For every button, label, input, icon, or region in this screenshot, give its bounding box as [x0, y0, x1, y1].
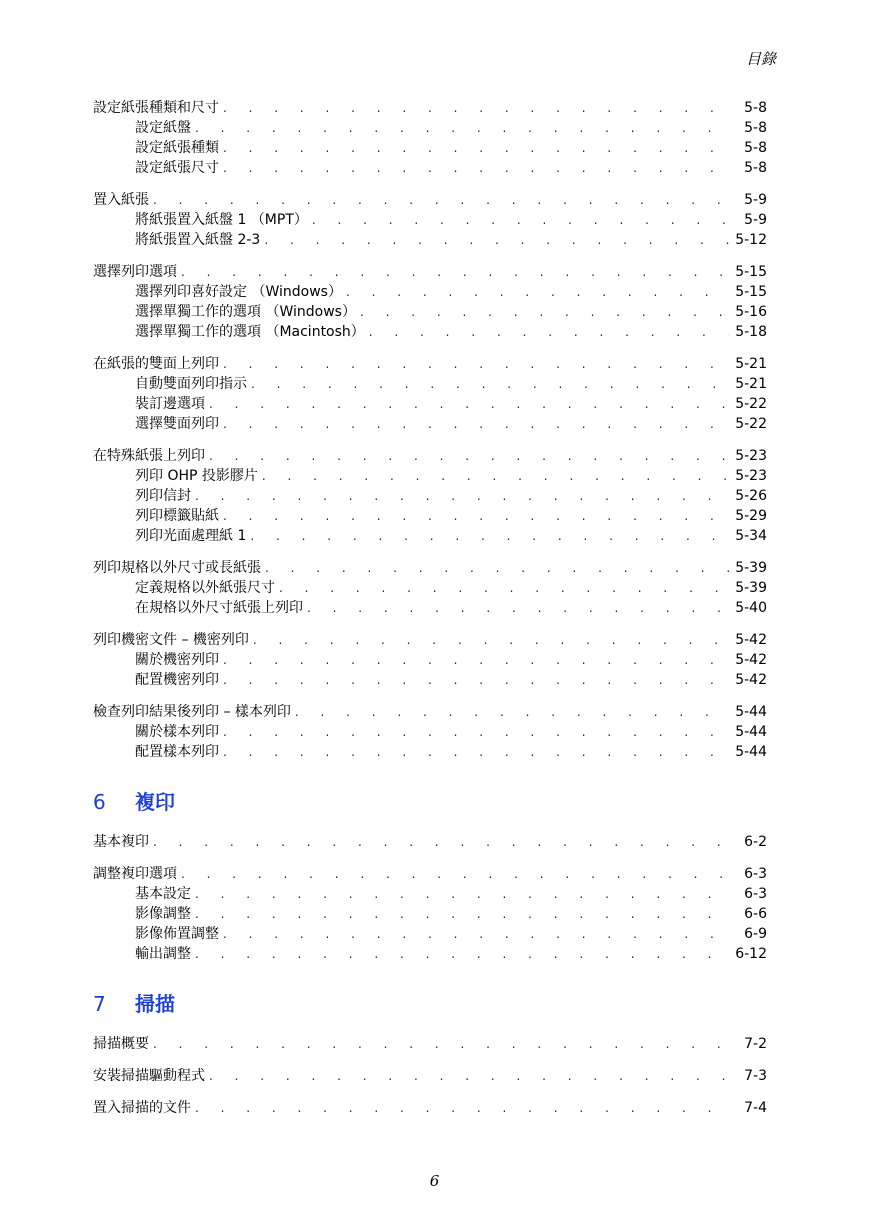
dot-leader — [181, 864, 729, 884]
toc-section — [93, 1034, 767, 1054]
toc-page-number: 5-42 — [735, 632, 767, 648]
dot-leader — [250, 526, 729, 546]
toc-entry[interactable] — [93, 702, 767, 722]
toc-subentry[interactable] — [93, 282, 767, 302]
chapter-heading-6[interactable] — [93, 788, 767, 816]
toc-page-number: 5-15 — [735, 264, 767, 280]
toc-page-number: 5-34 — [735, 528, 767, 544]
toc-entry-title: 將紙張置入紙盤 1 （MPT） — [135, 212, 308, 228]
dot-leader — [195, 944, 729, 964]
toc-subentry[interactable] — [93, 884, 767, 904]
toc-entry-title: 選擇單獨工作的選項 （Macintosh） — [135, 324, 365, 340]
toc-entry-title: 選擇列印選項 — [93, 264, 177, 280]
toc-section — [93, 864, 767, 964]
toc-page-number: 7-4 — [744, 1100, 767, 1116]
toc-entry-title: 關於機密列印 — [135, 652, 219, 668]
toc-entry[interactable] — [93, 864, 767, 884]
toc-subentry[interactable] — [93, 414, 767, 434]
dot-leader — [360, 302, 729, 322]
toc-section — [93, 832, 767, 852]
toc-page-number: 5-22 — [735, 416, 767, 432]
toc-page-number: 5-15 — [735, 284, 767, 300]
dot-leader — [264, 230, 729, 250]
toc-entry-title: 裝訂邊選項 — [135, 396, 205, 412]
toc-page-number: 5-21 — [735, 356, 767, 372]
toc-subentry[interactable] — [93, 138, 767, 158]
toc-subentry[interactable] — [93, 210, 767, 230]
toc-entry[interactable] — [93, 354, 767, 374]
toc-entry-title: 選擇單獨工作的選項 （Windows） — [135, 304, 356, 320]
chapter-title: 掃描 — [135, 992, 175, 1016]
toc-page-number: 5-44 — [735, 704, 767, 720]
toc-subentry[interactable] — [93, 670, 767, 690]
toc-section — [93, 702, 767, 762]
toc-subentry[interactable] — [93, 944, 767, 964]
toc-entry[interactable] — [93, 446, 767, 466]
toc-entry-title: 列印機密文件 – 機密列印 — [93, 632, 249, 648]
toc-subentry[interactable] — [93, 904, 767, 924]
dot-leader — [209, 1066, 729, 1086]
dot-leader — [223, 158, 729, 178]
toc-page-number: 5-42 — [735, 672, 767, 688]
toc-entry[interactable] — [93, 630, 767, 650]
toc-page-number: 5-12 — [735, 232, 767, 248]
toc-entry-title: 影像調整 — [135, 906, 191, 922]
dot-leader — [209, 394, 729, 414]
dot-leader — [223, 924, 729, 944]
toc-entry-title: 掃描概要 — [93, 1036, 149, 1052]
toc-entry-title: 檢查列印結果後列印 – 樣本列印 — [93, 704, 291, 720]
toc-entry-title: 基本複印 — [93, 834, 149, 850]
dot-leader — [295, 702, 729, 722]
toc-entry[interactable] — [93, 1098, 767, 1118]
toc-page-number: 5-18 — [735, 324, 767, 340]
toc-entry-title: 影像佈置調整 — [135, 926, 219, 942]
dot-leader — [251, 374, 729, 394]
toc-page-number: 6-9 — [744, 926, 767, 942]
dot-leader — [195, 1098, 729, 1118]
toc-page-number: 5-8 — [744, 160, 767, 176]
toc-entry-title: 列印 OHP 投影膠片 — [135, 468, 258, 484]
toc-entry-title: 在規格以外尺寸紙張上列印 — [135, 600, 303, 616]
toc-entry[interactable] — [93, 262, 767, 282]
toc-section — [93, 262, 767, 342]
toc-entry-title: 選擇列印喜好設定 （Windows） — [135, 284, 342, 300]
toc-subentry[interactable] — [93, 650, 767, 670]
toc-page-number: 6-6 — [744, 906, 767, 922]
dot-leader — [153, 190, 729, 210]
toc-page-number: 5-39 — [735, 580, 767, 596]
toc-subentry[interactable] — [93, 526, 767, 546]
toc-page-number: 7-3 — [744, 1068, 767, 1084]
toc-subentry[interactable] — [93, 466, 767, 486]
toc-entry-title: 設定紙張種類 — [135, 140, 219, 156]
dot-leader — [307, 598, 729, 618]
toc-entry-title: 設定紙盤 — [135, 120, 191, 136]
toc-subentry[interactable] — [93, 158, 767, 178]
toc-subentry[interactable] — [93, 394, 767, 414]
toc-entry[interactable] — [93, 1066, 767, 1086]
toc-section — [93, 354, 767, 434]
table-of-contents — [93, 98, 767, 1130]
dot-leader — [346, 282, 729, 302]
dot-leader — [223, 98, 729, 118]
running-header: 目錄 — [745, 50, 776, 68]
toc-page-number: 5-42 — [735, 652, 767, 668]
toc-entry-title: 配置樣本列印 — [135, 744, 219, 760]
toc-entry-title: 將紙張置入紙盤 2-3 — [135, 232, 261, 248]
dot-leader — [195, 884, 729, 904]
toc-subentry[interactable] — [93, 230, 767, 250]
dot-leader — [195, 904, 729, 924]
toc-section — [93, 1066, 767, 1086]
toc-page-number: 5-16 — [735, 304, 767, 320]
toc-chapter-6-sections — [93, 832, 767, 964]
toc-entry-title: 列印標籤貼紙 — [135, 508, 219, 524]
toc-entry[interactable] — [93, 832, 767, 852]
toc-subentry[interactable] — [93, 486, 767, 506]
toc-entry[interactable] — [93, 190, 767, 210]
toc-entry-title: 選擇雙面列印 — [135, 416, 219, 432]
dot-leader — [223, 138, 729, 158]
page-number: 6 — [429, 1172, 440, 1190]
toc-page-number: 5-39 — [735, 560, 767, 576]
dot-leader — [195, 118, 729, 138]
toc-section — [93, 190, 767, 250]
toc-entry-title: 安裝掃描驅動程式 — [93, 1068, 205, 1084]
dot-leader — [265, 558, 729, 578]
dot-leader — [181, 262, 729, 282]
toc-page-number: 5-29 — [735, 508, 767, 524]
toc-section — [93, 446, 767, 546]
dot-leader — [253, 630, 729, 650]
toc-entry-title: 設定紙張種類和尺寸 — [93, 100, 219, 116]
toc-page-number: 5-23 — [735, 448, 767, 464]
dot-leader — [312, 210, 729, 230]
toc-page-number: 5-21 — [735, 376, 767, 392]
toc-entry[interactable] — [93, 558, 767, 578]
dot-leader — [262, 466, 729, 486]
toc-page-number: 5-23 — [735, 468, 767, 484]
toc-subentry[interactable] — [93, 374, 767, 394]
toc-subentry[interactable] — [93, 322, 767, 342]
dot-leader — [223, 670, 729, 690]
toc-entry-title: 設定紙張尺寸 — [135, 160, 219, 176]
toc-entry-title: 輸出調整 — [135, 946, 191, 962]
dot-leader — [369, 322, 729, 342]
toc-chapter-5-sections — [93, 98, 767, 762]
toc-entry-title: 在紙張的雙面上列印 — [93, 356, 219, 372]
toc-entry-title: 定義規格以外紙張尺寸 — [135, 580, 275, 596]
toc-subentry[interactable] — [93, 118, 767, 138]
toc-page-number: 5-44 — [735, 724, 767, 740]
toc-page-number: 5-26 — [735, 488, 767, 504]
toc-entry-title: 列印信封 — [135, 488, 191, 504]
toc-entry-title: 配置機密列印 — [135, 672, 219, 688]
toc-page-number: 5-22 — [735, 396, 767, 412]
dot-leader — [223, 506, 729, 526]
chapter-number: 6 — [93, 790, 106, 814]
toc-entry-title: 在特殊紙張上列印 — [93, 448, 205, 464]
toc-entry-title: 自動雙面列印指示 — [135, 376, 247, 392]
dot-leader — [279, 578, 729, 598]
toc-page-number: 7-2 — [744, 1036, 767, 1052]
dot-leader — [209, 446, 729, 466]
toc-page-number: 5-40 — [735, 600, 767, 616]
toc-chapter-7-sections — [93, 1034, 767, 1118]
toc-page-number: 5-8 — [744, 140, 767, 156]
toc-page-number: 6-12 — [735, 946, 767, 962]
toc-page-number: 5-44 — [735, 744, 767, 760]
toc-page-number: 6-2 — [744, 834, 767, 850]
toc-entry-title: 關於樣本列印 — [135, 724, 219, 740]
toc-subentry[interactable] — [93, 302, 767, 322]
toc-entry-title: 置入紙張 — [93, 192, 149, 208]
dot-leader — [223, 722, 729, 742]
toc-entry[interactable] — [93, 1034, 767, 1054]
toc-page-number: 6-3 — [744, 866, 767, 882]
toc-entry-title: 置入掃描的文件 — [93, 1100, 191, 1116]
dot-leader — [223, 742, 729, 762]
toc-section — [93, 558, 767, 618]
toc-page-number: 5-9 — [744, 212, 767, 228]
toc-entry-title: 列印光面處理紙 1 — [135, 528, 247, 544]
toc-entry-title: 調整複印選項 — [93, 866, 177, 882]
toc-entry-title: 基本設定 — [135, 886, 191, 902]
toc-subentry[interactable] — [93, 578, 767, 598]
dot-leader — [223, 414, 729, 434]
toc-section — [93, 98, 767, 178]
toc-subentry[interactable] — [93, 924, 767, 944]
chapter-number: 7 — [93, 992, 106, 1016]
dot-leader — [153, 832, 729, 852]
dot-leader — [153, 1034, 729, 1054]
toc-subentry[interactable] — [93, 722, 767, 742]
toc-page-number: 5-9 — [744, 192, 767, 208]
toc-page-number: 5-8 — [744, 120, 767, 136]
toc-entry[interactable] — [93, 98, 767, 118]
dot-leader — [195, 486, 729, 506]
toc-section — [93, 1098, 767, 1118]
toc-subentry[interactable] — [93, 742, 767, 762]
toc-subentry[interactable] — [93, 506, 767, 526]
toc-subentry[interactable] — [93, 598, 767, 618]
toc-section — [93, 630, 767, 690]
dot-leader — [223, 650, 729, 670]
toc-entry-title: 列印規格以外尺寸或長紙張 — [93, 560, 261, 576]
toc-page-number: 6-3 — [744, 886, 767, 902]
toc-page-number: 5-8 — [744, 100, 767, 116]
dot-leader — [223, 354, 729, 374]
chapter-heading-7[interactable] — [93, 990, 767, 1018]
chapter-title: 複印 — [135, 790, 175, 814]
